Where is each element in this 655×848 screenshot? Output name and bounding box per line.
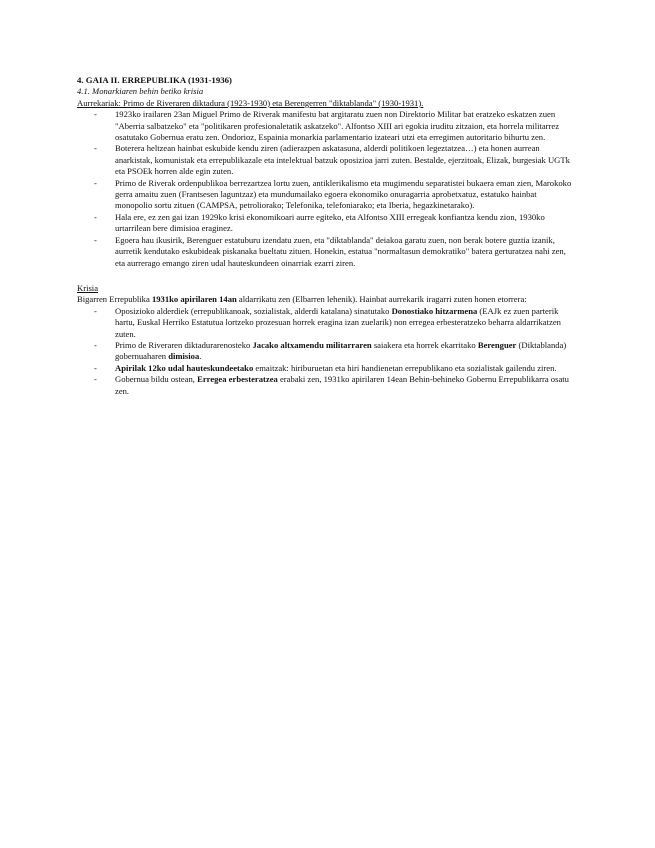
text-run: .: [199, 351, 202, 362]
bullet-dash: -: [94, 177, 97, 188]
bullet-text: [115, 306, 561, 339]
text-run: Primo de Riveraren diktadurarenosteko: [115, 339, 253, 350]
document-content: [77, 75, 572, 397]
text-run: (Diktablanda) gobernuaharen: [115, 339, 567, 362]
bullet-dash: -: [94, 143, 97, 154]
background-bullet-item: [77, 143, 572, 177]
bullet-text: [115, 109, 559, 142]
bullet-text: [115, 143, 570, 176]
background-bullet-item: [77, 109, 572, 143]
text-run: Gobernua bildu ostean,: [115, 374, 198, 385]
text-run: Hala ere, ez zen gai izan 1929ko krisi ekonomikoari aurre egiteko, eta Alfontso XIII erregeak konfiantza kendu zion, 1930ko urtarrilean bere dimisioa eraginez.: [115, 211, 545, 234]
background-bullet-item: [77, 178, 572, 212]
crisis-bullet-item: [77, 374, 572, 397]
bullet-dash: -: [94, 211, 97, 222]
text-run: erabaki zen, 1931ko apirilaren 14ean Behin-behineko Gobernu Errepublikarra osatu zen.: [115, 374, 569, 396]
bold-term: Berenguer: [477, 339, 517, 350]
bullet-dash: -: [94, 234, 97, 245]
bold-term: Jacako altxamendu militarraren: [252, 339, 372, 350]
crisis-heading: Krisia: [77, 282, 99, 293]
text-run: Primo de Riverak ordenpublikoa berrezartzea lortu zuen, antiklerikalismo eta mugimendu separatistei bukaera eman zien, Marokoko gerra amaitu zuen (Frantsesen laguntzaz) eta mundumailako egoera ekonomiko onuragarria aprobetxatuz, estatuko hainbat monopolio sortu zituen (CAMPSA, petroliorako; Telefonika, telefoniarako; eta Iberia, hegazkinetarako).: [115, 177, 572, 211]
bullet-text: [115, 374, 569, 395]
bullet-dash: -: [94, 362, 97, 373]
background-bullet-item: [77, 212, 572, 235]
bullet-text: [115, 212, 545, 233]
crisis-bullet-item: [77, 306, 572, 340]
background-intro: Aurrekariak: Primo de Riveraren diktadura (1923-1930) eta Berengerren "diktablanda" (1930-1931).: [77, 97, 424, 108]
background-bullet-list: [77, 109, 572, 269]
text-run: aldarrikatu zen (Elbarren lehenik). Hainbat aurrekarik iragarri zuten honen etorrera:: [236, 294, 527, 305]
bullet-text: [115, 178, 571, 211]
bold-term: dimisioa: [168, 351, 200, 362]
text-run: Bigarren Errepublika: [77, 294, 152, 305]
crisis-bullet-item: [77, 340, 572, 363]
chapter-title: 4. GAIA II. ERREPUBLIKA (1931-1936): [77, 75, 232, 85]
bold-term: Apirilak 12ko udal hauteskundeetako: [115, 362, 254, 373]
text-run: 1923ko irailaren 23an Miguel Primo de Riverak manifestu bat argitaratu zuen non Direktorio Militar bat eratzeko eskatzen zuen "Aberria salbatzeko" eta "politikaren profesionaletatik askatzeko". Alfontso XIII ari egokia iruditu zitzaion, eta horrela militarrez osatutako Gobernua eratu zen. Ondorioz, Espainia monarkia parlamentario izateari utzi eta erregimen autoritario bihurtu zen.: [115, 109, 560, 143]
bold-term: 1931ko apirilaren 14an: [151, 294, 237, 305]
section-subtitle: 4.1. Monarkiaren behin betiko krisia: [77, 86, 204, 97]
bullet-dash: -: [94, 109, 97, 120]
bold-term: Erregea erbesteratzea: [197, 374, 278, 385]
bullet-text: [115, 363, 557, 373]
text-run: Boterera heltzean hainbat eskubide kendu ziren (adierazpen askatasuna, alderdi politikoen legeztatzea…) eta honen aurrean anarkistak, komunistak eta errepublikazale eta intelektual batzuk oposizioa jarri zuten. Bestalde, ejerzitoak, Elizak, burgesiak UGTk eta PSOEk horren alde egin zuten.: [115, 143, 570, 177]
bullet-dash: -: [94, 374, 97, 385]
bullet-dash: -: [94, 339, 97, 350]
text-run: (EAJk ez zuen parterik hartu, Euskal Herriko Estatutua lortzeko prozesuan horrek eragina izan zuelarik) non erregea erbesteratzeko beharra aldarrikatzen zuten.: [115, 305, 561, 339]
bold-term: Donostiako hitzarmena: [391, 305, 478, 316]
section-gap: [77, 269, 572, 283]
text-run: Oposizioko alderdiek (errepublikanoak, sozialistak, alderdi katalana) sinatutako: [115, 305, 392, 316]
bullet-dash: -: [94, 305, 97, 316]
crisis-bullet-item: [77, 363, 572, 374]
bullet-text: [115, 340, 566, 361]
text-run: saiakera eta horrek ekarritako: [371, 339, 478, 350]
crisis-paragraph: [77, 294, 572, 305]
bullet-text: [115, 235, 566, 268]
text-run: Egoera hau ikusirik, Berenguer estatuburu izendatu zuen, eta "diktablanda" deiakoa garatu zuen, non berak botere guztia izanik, aurretik kendutako eskubideak piskanaka bueltatu zituen. Honekin, estatua "normaltasun demokratiko" batera gerturatzea nahi zen, eta aurrerago emango ziren udal hauteskundeen oinarriak ezarri ziren.: [115, 234, 566, 268]
text-run: emaitzak: hiriburuetan eta hiri handienetan errepublikano eta sozialistak gailendu ziren.: [253, 362, 557, 373]
background-bullet-item: [77, 235, 572, 269]
crisis-bullet-list: [77, 306, 572, 397]
